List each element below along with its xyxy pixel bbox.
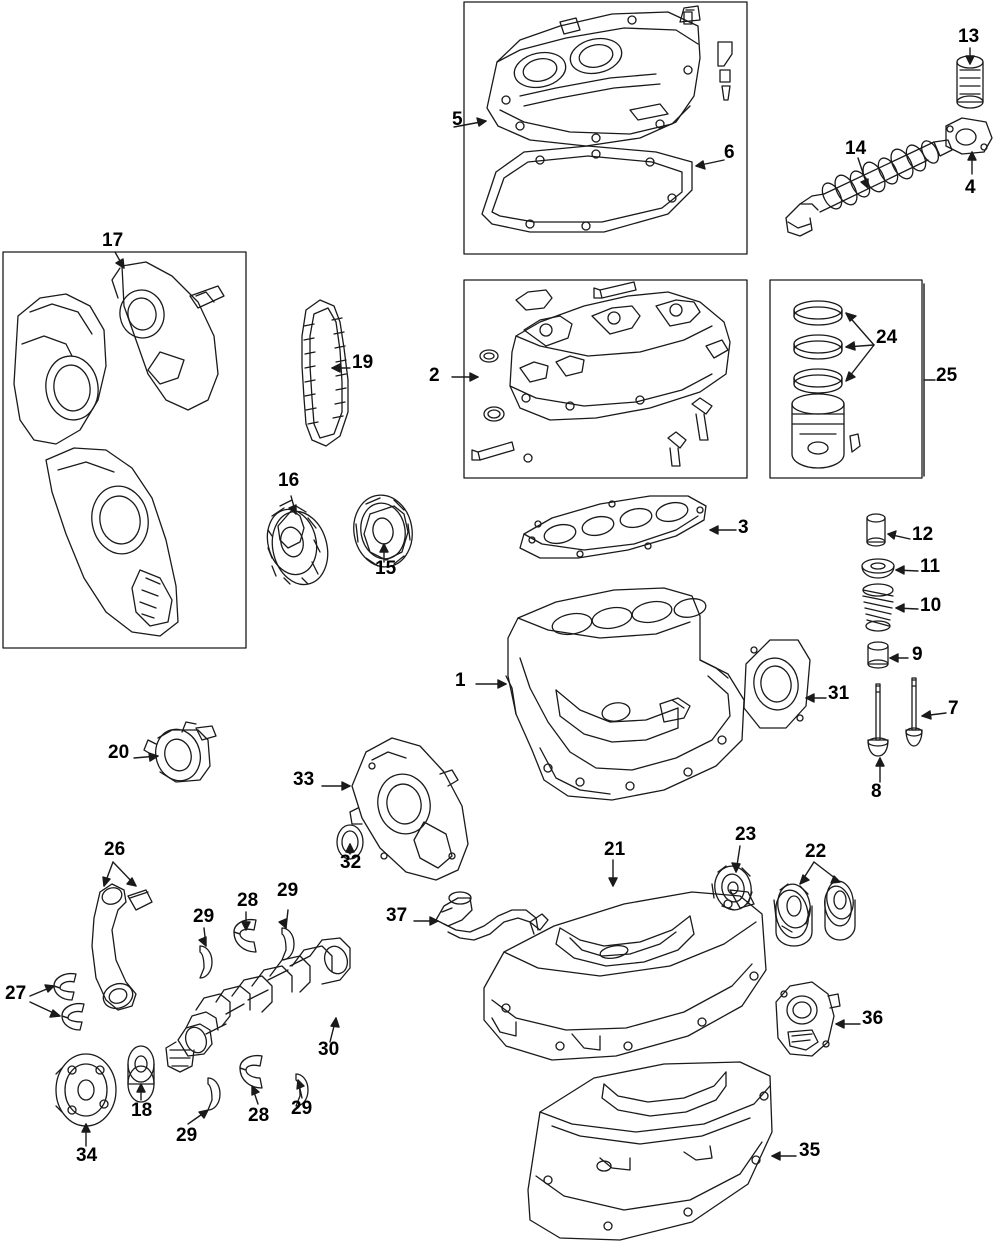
- callout-25: 25: [936, 365, 958, 386]
- callout-31: 31: [828, 683, 850, 704]
- callout-29b: 29: [277, 880, 299, 901]
- callout-36: 36: [862, 1008, 884, 1029]
- callout-24: 24: [876, 327, 898, 348]
- callout-18: 18: [131, 1100, 153, 1121]
- callout-33: 33: [293, 769, 315, 790]
- part-intake-valve: [868, 684, 888, 756]
- callout-35: 35: [799, 1140, 821, 1161]
- callout-26: 26: [104, 839, 126, 860]
- callout-2: 2: [429, 365, 440, 386]
- part-piston-assembly: [792, 394, 860, 468]
- part-oil-pan-upper: [484, 890, 766, 1060]
- callout-8: 8: [871, 781, 882, 802]
- callout-14: 14: [845, 138, 867, 159]
- callout-3: 3: [738, 517, 749, 538]
- callout-29c: 29: [176, 1125, 198, 1146]
- part-balance-shaft-gear: [772, 879, 856, 946]
- callout-22: 22: [805, 841, 827, 862]
- group-box-valve-cover: [464, 2, 747, 254]
- part-connecting-rod: [92, 884, 152, 1012]
- callout-11: 11: [920, 556, 941, 577]
- callout-12: 12: [912, 524, 934, 545]
- callout-19: 19: [352, 352, 374, 373]
- part-front-engine-cover: [350, 738, 468, 880]
- callout-17: 17: [102, 230, 124, 251]
- part-timing-belt-cover: [14, 262, 224, 636]
- callout-5: 5: [452, 109, 463, 130]
- part-rod-bearing: [54, 974, 84, 1030]
- part-oil-pan-lower: [528, 1062, 772, 1240]
- callout-28a: 28: [237, 890, 259, 911]
- callout-1: 1: [455, 670, 466, 691]
- part-belt-tensioner: [144, 722, 216, 786]
- callout-37: 37: [386, 905, 408, 926]
- callout-6: 6: [724, 142, 735, 163]
- callout-21: 21: [604, 839, 626, 860]
- part-main-bearing-upper: [234, 920, 262, 1088]
- callout-29a: 29: [193, 906, 215, 927]
- group-box-timing-cover: [3, 252, 246, 648]
- callout-28b: 28: [248, 1105, 270, 1126]
- callout-9: 9: [912, 644, 923, 665]
- callout-4: 4: [965, 177, 976, 198]
- callout-30: 30: [318, 1039, 340, 1060]
- part-timing-gear: [261, 500, 335, 590]
- part-oil-pickup-tube: [436, 892, 548, 940]
- part-rear-main-seal: [744, 640, 810, 728]
- callout-10: 10: [920, 595, 942, 616]
- group-box-cylinder-head: [464, 280, 747, 478]
- part-valve-spring: [863, 584, 893, 631]
- part-valve-spring-seat: [868, 642, 888, 668]
- callout-20: 20: [108, 742, 130, 763]
- part-cylinder-head: [472, 282, 730, 466]
- part-valve-lifter: [867, 514, 885, 546]
- part-valve-cover-gasket: [482, 146, 692, 232]
- part-timing-belt: [302, 300, 348, 446]
- part-camshaft: [786, 138, 952, 236]
- part-camshaft-bearing-cap: [946, 118, 992, 154]
- part-piston-rings: [794, 301, 842, 393]
- callout-29d: 29: [291, 1098, 313, 1119]
- part-crankshaft-pulley: [56, 1054, 116, 1126]
- part-head-gasket: [520, 496, 706, 558]
- callout-23: 23: [735, 824, 757, 845]
- callout-32: 32: [340, 852, 362, 873]
- part-oil-pump: [776, 982, 840, 1056]
- part-valve-cover-pins: [684, 12, 732, 100]
- part-exhaust-valve: [906, 678, 922, 746]
- callout-15: 15: [375, 558, 397, 579]
- part-cylinder-block: [506, 588, 744, 800]
- callout-13: 13: [958, 26, 980, 47]
- callout-16: 16: [278, 470, 300, 491]
- callout-34: 34: [76, 1145, 98, 1166]
- part-valve-spring-retainer: [862, 559, 894, 578]
- callout-27: 27: [5, 983, 27, 1004]
- part-valve-cover: [487, 6, 700, 146]
- callout-7: 7: [948, 698, 959, 719]
